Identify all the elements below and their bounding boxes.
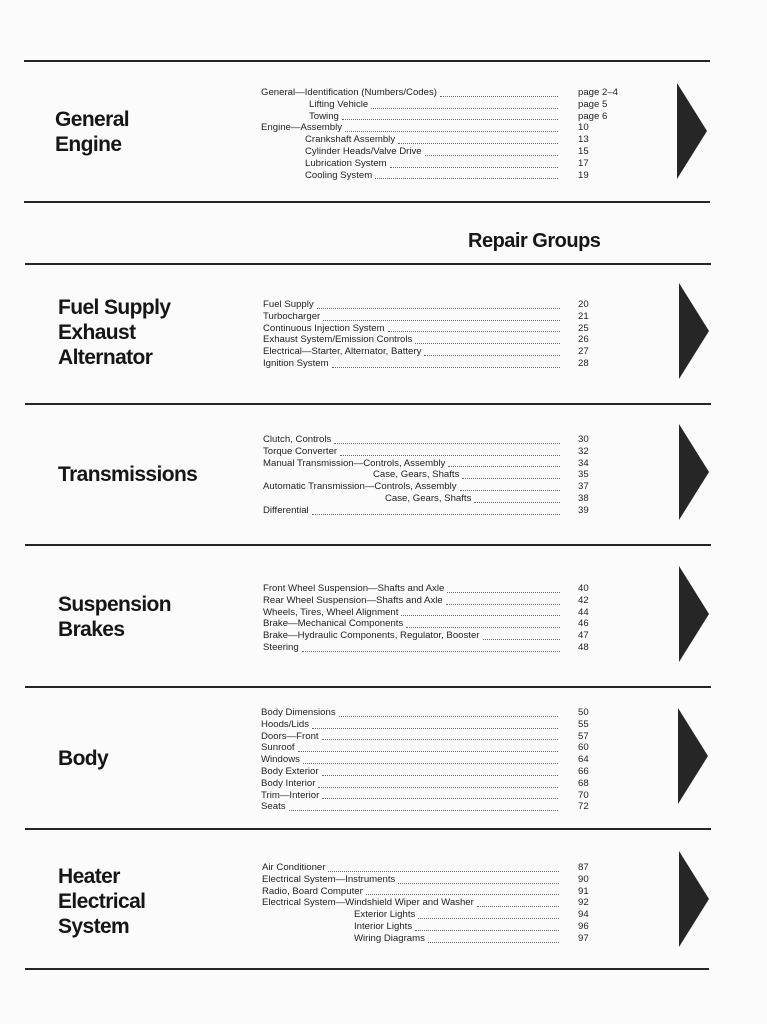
repair-groups-heading: Repair Groups <box>468 230 601 252</box>
toc-entry-text: Front Wheel Suspension—Shafts and Axle <box>263 583 445 594</box>
section-title-line: General <box>55 108 130 131</box>
toc-entry-text: Steering <box>263 641 299 653</box>
toc-entry-text: Engine—Assembly <box>261 122 343 134</box>
toc-entry-page: 15 <box>578 145 589 157</box>
toc-entry-text: Interior Lights <box>354 920 413 932</box>
toc-entry-text: Electrical System—Instruments <box>262 873 396 885</box>
section-arrow-icon <box>679 566 709 662</box>
section-title-line: Alternator <box>58 346 153 369</box>
section-rule <box>25 828 711 830</box>
section-rule <box>25 403 711 405</box>
toc-leader-dots <box>302 640 560 652</box>
toc-entry-page: 17 <box>578 157 589 169</box>
toc-entry-text: Wheels, Tires, Wheel Alignment <box>263 606 399 618</box>
toc-leader-dots <box>406 616 560 628</box>
toc-entry-text: Exterior Lights <box>354 909 416 921</box>
toc-entry-page: 96 <box>578 920 589 932</box>
toc-entry-page: 35 <box>578 469 589 481</box>
section-rule <box>25 544 711 546</box>
toc-entry-page: 68 <box>578 777 589 789</box>
toc-leader-dots <box>289 799 558 811</box>
section-title-line: System <box>58 915 130 938</box>
section-title-line: Fuel Supply <box>58 296 171 319</box>
section-title-line: Suspension <box>58 593 172 616</box>
toc-entry-page: 44 <box>578 606 589 618</box>
toc-entry-page: 57 <box>578 730 589 742</box>
section-arrow-icon <box>679 424 709 520</box>
toc-entry-text: Automatic Transmission—Controls, Assembly <box>263 481 457 493</box>
section-title-line: Body <box>58 747 109 770</box>
toc-leader-dots <box>415 919 559 931</box>
section-title <box>55 107 129 157</box>
section-title-line: Engine <box>55 133 122 156</box>
toc-entry-page: 21 <box>578 310 589 322</box>
toc-entry-page: page 5 <box>578 98 608 110</box>
section-arrow-icon <box>678 708 708 804</box>
toc-entry-text: Turbocharger <box>263 310 321 322</box>
section-title <box>58 864 145 939</box>
toc-entry-text: Doors—Front <box>261 730 319 742</box>
toc-entry-text: Case, Gears, Shafts <box>373 469 460 481</box>
section-rule <box>24 201 710 203</box>
toc-entry-page: 94 <box>578 909 589 921</box>
toc-leader-dots <box>388 321 560 333</box>
section-rule <box>24 60 710 62</box>
toc-entry-text: Windows <box>261 754 300 766</box>
toc-leader-dots <box>418 907 559 919</box>
toc-entry-text: Trim—Interior <box>261 789 320 801</box>
toc-entry-text: Brake—Hydraulic Components, Regulator, Booster <box>263 630 480 642</box>
toc-entry-page: 92 <box>578 897 589 909</box>
toc-entry-text: Case, Gears, Shafts <box>385 492 472 504</box>
toc-entry-text: Continuous Injection System <box>263 322 385 334</box>
toc-entry-text: Manual Transmission—Controls, Assembly <box>263 457 446 469</box>
toc-leader-dots <box>375 168 558 180</box>
toc-leader-dots <box>340 444 560 456</box>
toc-leader-dots <box>428 931 559 943</box>
toc-entry-page: 90 <box>578 873 589 885</box>
toc-entry-text: Seats <box>261 801 286 813</box>
toc-leader-dots <box>440 85 558 97</box>
toc-entry-page: page 6 <box>578 110 608 122</box>
toc-leader-dots <box>328 860 559 872</box>
toc-entry-text: Hoods/Lids <box>261 718 309 730</box>
toc-entry-page: 32 <box>578 445 589 457</box>
toc-entry-page: 55 <box>578 718 589 730</box>
toc-leader-dots <box>448 456 560 468</box>
toc-leader-dots <box>424 344 560 356</box>
toc-leader-dots <box>371 97 558 109</box>
toc-entry-text: Torque Converter <box>263 445 338 457</box>
toc-entry-page: 64 <box>578 754 589 766</box>
toc-entry-text: Wiring Diagrams <box>354 932 425 944</box>
toc-entry-text: Air Conditioner <box>262 862 326 873</box>
toc-entry-text: Body Dimensions <box>261 707 336 718</box>
toc-leader-dots <box>322 764 558 776</box>
toc-entry-page: 66 <box>578 765 589 777</box>
toc-entry-text: Cooling System <box>305 169 373 181</box>
toc-entry-page: 37 <box>578 481 589 493</box>
toc-entry-page: 28 <box>578 357 589 369</box>
toc-entry-text: Towing <box>309 110 339 122</box>
toc-entry-page: 48 <box>578 641 589 653</box>
toc-leader-dots <box>474 491 560 503</box>
toc-leader-dots <box>460 479 560 491</box>
toc-entry-text: Lifting Vehicle <box>309 98 369 110</box>
toc-entry-page: 91 <box>578 885 589 897</box>
toc-leader-dots <box>298 740 558 752</box>
toc-entry-text: Ignition System <box>263 357 329 369</box>
toc-leader-dots <box>334 432 560 444</box>
section-title <box>58 746 108 771</box>
toc-entry-page: 60 <box>578 742 589 754</box>
toc-leader-dots <box>332 356 560 368</box>
toc-entry-text: Electrical—Starter, Alternator, Battery <box>263 346 422 358</box>
toc-entry-text: Electrical System—Windshield Wiper and Washer <box>262 897 474 909</box>
toc-entry-text: Body Exterior <box>261 765 319 777</box>
toc-leader-dots <box>312 503 560 515</box>
toc-entry-text: Differential <box>263 504 309 516</box>
toc-leader-dots <box>342 109 558 121</box>
toc-leader-dots <box>462 467 560 479</box>
toc-entry-page: 72 <box>578 801 589 813</box>
toc-entry-text: Crankshaft Assembly <box>305 134 396 146</box>
toc-leader-dots <box>483 628 560 640</box>
toc-entry-text: Rear Wheel Suspension—Shafts and Axle <box>263 594 443 606</box>
toc-leader-dots <box>398 132 558 144</box>
toc-entry-text: Body Interior <box>261 777 316 789</box>
toc-leader-dots <box>317 297 560 309</box>
toc-entry-page: page 2–4 <box>578 87 619 98</box>
section-rule <box>25 686 711 688</box>
toc-leader-dots <box>477 895 559 907</box>
section-arrow-icon <box>679 283 709 379</box>
toc-entry-page: 30 <box>578 434 589 445</box>
toc-entry-page: 87 <box>578 862 589 873</box>
toc-leader-dots <box>312 717 558 729</box>
section-title-line: Exhaust <box>58 321 136 344</box>
toc-entry-page: 70 <box>578 789 589 801</box>
section-title-line: Transmissions <box>58 463 198 486</box>
section-title-line: Heater <box>58 865 120 888</box>
toc-entry-page: 34 <box>578 457 589 469</box>
section-title <box>58 592 171 642</box>
toc-entry-text: Exhaust System/Emission Controls <box>263 334 413 346</box>
toc-entry-page: 47 <box>578 630 589 642</box>
toc-leader-dots <box>318 776 558 788</box>
toc-leader-dots <box>366 884 559 896</box>
section-arrow-icon <box>677 83 707 179</box>
toc-entry-page: 10 <box>578 122 589 134</box>
section-title-line: Brakes <box>58 618 125 641</box>
toc-leader-dots <box>398 872 559 884</box>
toc-entry-text: Brake—Mechanical Components <box>263 618 404 630</box>
toc-entry-page: 46 <box>578 618 589 630</box>
toc-leader-dots <box>446 593 560 605</box>
toc-leader-dots <box>322 729 558 741</box>
toc-entry-text: Cylinder Heads/Valve Drive <box>305 145 422 157</box>
toc-entry-text: Clutch, Controls <box>263 434 332 445</box>
toc-entry-text: Radio, Board Computer <box>262 885 363 897</box>
toc-entry-text: General—Identification (Numbers/Codes) <box>261 87 437 98</box>
toc-entry-page: 50 <box>578 707 589 718</box>
toc-leader-dots <box>447 581 560 593</box>
toc-entry-page: 39 <box>578 504 589 516</box>
section-rule <box>25 968 709 970</box>
toc-entry-page: 20 <box>578 299 589 310</box>
toc-entry-page: 19 <box>578 169 589 181</box>
toc-entry-text: Lubrication System <box>305 157 387 169</box>
toc-leader-dots <box>323 309 560 321</box>
toc-entry-page: 13 <box>578 134 589 146</box>
toc-leader-dots <box>345 120 558 132</box>
section-arrow-icon <box>679 851 709 947</box>
toc-entry-page: 26 <box>578 334 589 346</box>
section-title-line: Electrical <box>58 890 146 913</box>
toc-entry-text: Sunroof <box>261 742 295 754</box>
toc-leader-dots <box>303 752 558 764</box>
toc-entry-page: 27 <box>578 346 589 358</box>
toc-entry-page: 40 <box>578 583 589 594</box>
toc-leader-dots <box>390 156 558 168</box>
toc-entry-page: 38 <box>578 492 589 504</box>
section-title <box>58 295 170 370</box>
section-title <box>58 462 197 487</box>
section-rule <box>25 263 711 265</box>
toc-leader-dots <box>415 332 560 344</box>
toc-entry-page: 97 <box>578 932 589 944</box>
toc-leader-dots <box>425 144 558 156</box>
toc-leader-dots <box>322 788 558 800</box>
toc-entry-page: 25 <box>578 322 589 334</box>
toc-entry-text: Fuel Supply <box>263 299 314 310</box>
toc-leader-dots <box>401 605 560 617</box>
toc-leader-dots <box>339 705 558 717</box>
toc-entry-page: 42 <box>578 594 589 606</box>
